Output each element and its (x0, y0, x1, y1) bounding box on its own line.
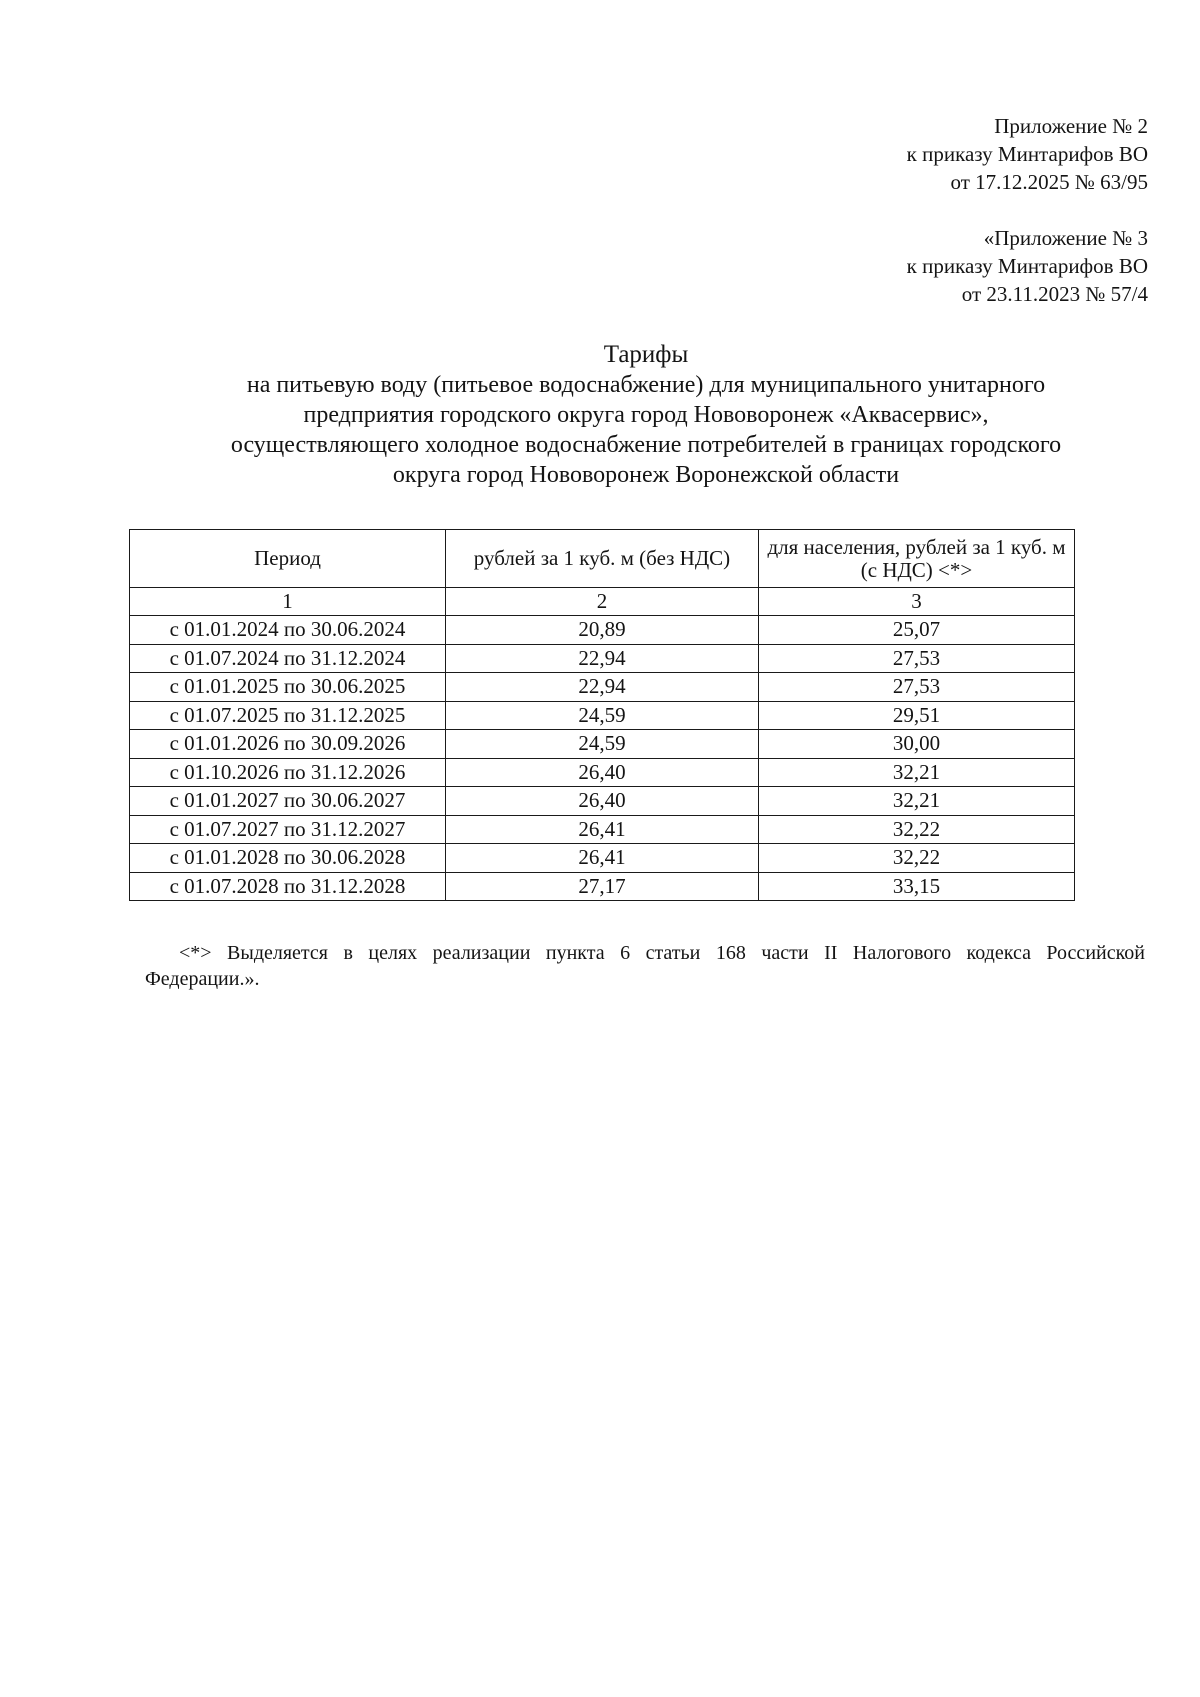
title-heading: Тарифы (603, 341, 689, 368)
cell-rate: 26,41 (446, 815, 759, 844)
table-header-row (130, 530, 1075, 588)
cell-rate: 26,40 (446, 787, 759, 816)
header-period: Период (130, 530, 446, 588)
footnote-line: <*> Выделяется в целях реализации пункта 6 статьи 168 части II Налогового кодекса Российской (179, 942, 1145, 964)
cell-period: с 01.07.2027 по 31.12.2027 (130, 815, 446, 844)
cell-period: с 01.07.2025 по 31.12.2025 (130, 701, 446, 730)
cell-rate: 20,89 (446, 616, 759, 645)
cell-rate-population: 32,22 (759, 815, 1075, 844)
cell-period: с 01.07.2028 по 31.12.2028 (130, 872, 446, 901)
cell-rate-population: 33,15 (759, 872, 1075, 901)
cell-period: с 01.01.2025 по 30.06.2025 (130, 673, 446, 702)
appendix-number: Приложение № 2 (994, 114, 1148, 138)
appendix-order-date: от 17.12.2025 № 63/95 (950, 170, 1148, 194)
table-row (130, 872, 1075, 901)
table-row (130, 815, 1075, 844)
appendix-header-current (907, 112, 1148, 196)
amended-appendix-number: «Приложение № 3 (983, 226, 1148, 250)
cell-rate-population: 27,53 (759, 673, 1075, 702)
table-row (130, 673, 1075, 702)
cell-rate: 24,59 (446, 701, 759, 730)
cell-rate: 22,94 (446, 644, 759, 673)
cell-rate-population: 25,07 (759, 616, 1075, 645)
footnote-line: Федерации.». (145, 968, 260, 990)
table-column-number-row (130, 588, 1075, 616)
cell-rate-population: 32,22 (759, 844, 1075, 873)
cell-rate-population: 32,21 (759, 758, 1075, 787)
cell-rate-population: 32,21 (759, 787, 1075, 816)
appendix-order-reference: к приказу Минтарифов ВО (906, 142, 1148, 166)
column-number: 3 (759, 588, 1075, 616)
column-number: 2 (446, 588, 759, 616)
table-row (130, 644, 1075, 673)
amended-order-date: от 23.11.2023 № 57/4 (961, 282, 1148, 306)
table-row (130, 787, 1075, 816)
cell-rate-population: 30,00 (759, 730, 1075, 759)
cell-rate: 26,40 (446, 758, 759, 787)
table-row (130, 730, 1075, 759)
cell-period: с 01.01.2026 по 30.09.2026 (130, 730, 446, 759)
appendix-header-amended (907, 224, 1148, 308)
cell-rate: 24,59 (446, 730, 759, 759)
cell-period: с 01.01.2024 по 30.06.2024 (130, 616, 446, 645)
title-line: предприятия городского округа город Нововоронеж «Аквасервис», (303, 402, 989, 428)
cell-period: с 01.01.2027 по 30.06.2027 (130, 787, 446, 816)
header-rate-without-vat: рублей за 1 куб. м (без НДС) (446, 530, 759, 588)
vat-footnote (145, 940, 1145, 992)
title-line: на питьевую воду (питьевое водоснабжение) для муниципального унитарного (246, 372, 1046, 398)
cell-rate: 27,17 (446, 872, 759, 901)
cell-rate-population: 29,51 (759, 701, 1075, 730)
tariff-table (129, 529, 1075, 901)
cell-period: с 01.10.2026 по 31.12.2026 (130, 758, 446, 787)
table-row (130, 616, 1075, 645)
cell-rate: 22,94 (446, 673, 759, 702)
title-line: округа город Нововоронеж Воронежской области (392, 462, 900, 488)
cell-rate-population: 27,53 (759, 644, 1075, 673)
document-title (120, 340, 1172, 490)
table-row (130, 701, 1075, 730)
cell-period: с 01.01.2028 по 30.06.2028 (130, 844, 446, 873)
header-rate-population-with-vat: для населения, рублей за 1 куб. м (с НДС) <*> (759, 530, 1075, 588)
amended-order-reference: к приказу Минтарифов ВО (906, 254, 1148, 278)
column-number: 1 (130, 588, 446, 616)
table-row (130, 758, 1075, 787)
cell-period: с 01.07.2024 по 31.12.2024 (130, 644, 446, 673)
title-line: осуществляющего холодное водоснабжение потребителей в границах городского (230, 432, 1062, 458)
table-row (130, 844, 1075, 873)
cell-rate: 26,41 (446, 844, 759, 873)
